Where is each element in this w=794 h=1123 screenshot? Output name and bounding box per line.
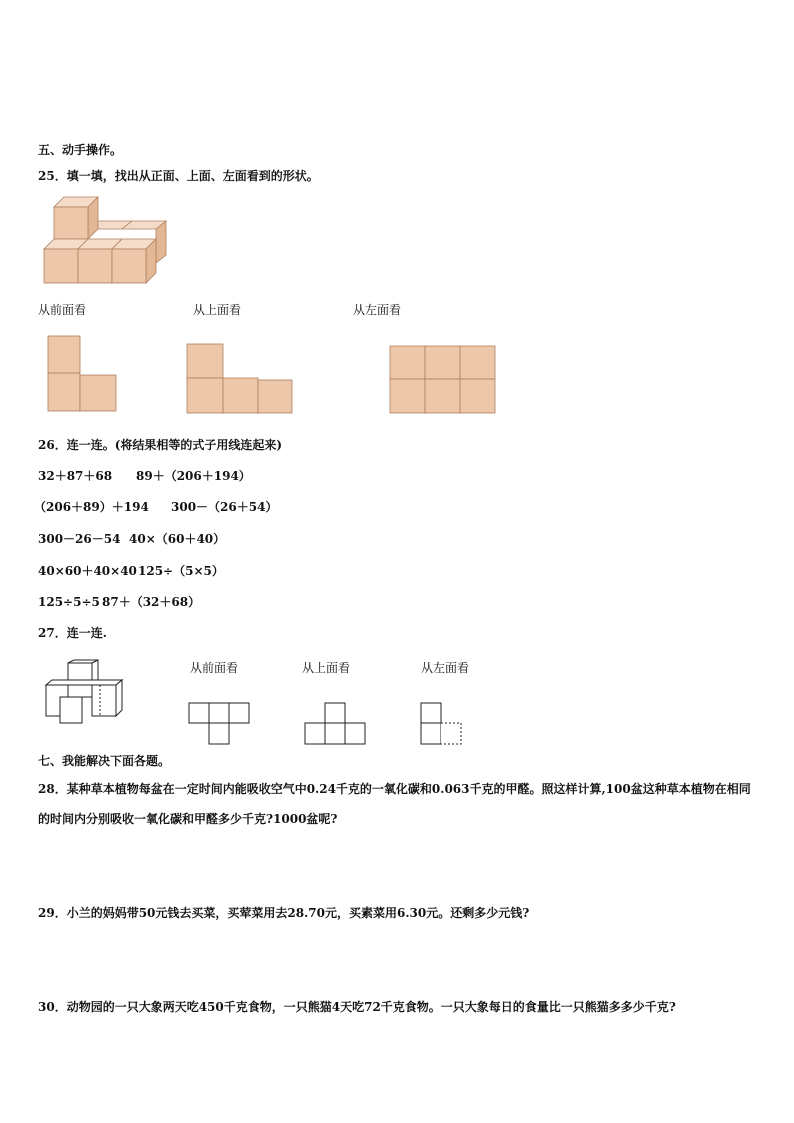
q25-front-view <box>48 336 118 412</box>
question-25: 25．填一填，找出从正面、上面、左面看到的形状。 <box>38 169 319 183</box>
q26-right-3: 40×（60＋40） <box>129 532 226 546</box>
section-7-title: 七、我能解决下面各题。 <box>38 754 171 768</box>
question-26: 26．连一连。(将结果相等的式子用线连起来) <box>38 438 283 452</box>
q27-view-b <box>304 702 368 746</box>
question-28: 28．某种草本植物每盆在一定时间内能吸收空气中0.24千克的一氧化碳和0.063千克的甲醛。照这样计算,100盆这种草本植物在相同的时间内分别吸收一氧化碳和甲醛多少千克?1000盆呢? <box>38 782 751 826</box>
q27-cube-figure <box>42 660 128 726</box>
section-5-title: 五、动手操作。 <box>38 143 123 157</box>
q26-right-4: 125÷（5×5） <box>138 564 224 578</box>
question-29: 29．小兰的妈妈带50元钱去买菜，买荤菜用去28.70元，买素菜用6.30元。还剩多少元钱? <box>38 906 530 920</box>
q26-left-1: 32＋87＋68 <box>38 469 113 483</box>
q25-cube-figure <box>40 193 175 288</box>
q25-label-front: 从前面看 <box>38 303 87 317</box>
question-30: 30．动物园的一只大象两天吃450千克食物，一只熊猫4天吃72千克食物。一只大象每日的食量比一只熊猫多多少千克? <box>38 1000 676 1014</box>
q27-label-left: 从左面看 <box>421 661 470 675</box>
q27-view-c <box>420 702 466 746</box>
q26-left-5: 125÷5÷5 <box>38 595 100 609</box>
q26-left-3: 300－26－54 <box>38 532 121 546</box>
q27-view-a <box>188 702 252 746</box>
question-27: 27．连一连. <box>38 626 107 640</box>
q25-left-view <box>390 346 496 414</box>
q26-left-4: 40×60＋40×40 <box>38 564 137 578</box>
q25-label-top: 从上面看 <box>193 303 242 317</box>
q26-right-1: 89＋（206＋194） <box>136 469 251 483</box>
q26-right-2: 300－（26＋54） <box>171 500 278 514</box>
q25-top-view <box>187 344 293 414</box>
q26-left-2: （206＋89）＋194 <box>34 500 149 514</box>
q27-label-front: 从前面看 <box>190 661 239 675</box>
q25-label-left: 从左面看 <box>353 303 402 317</box>
q26-right-5: 87＋（32＋68） <box>102 595 201 609</box>
q27-label-top: 从上面看 <box>302 661 351 675</box>
